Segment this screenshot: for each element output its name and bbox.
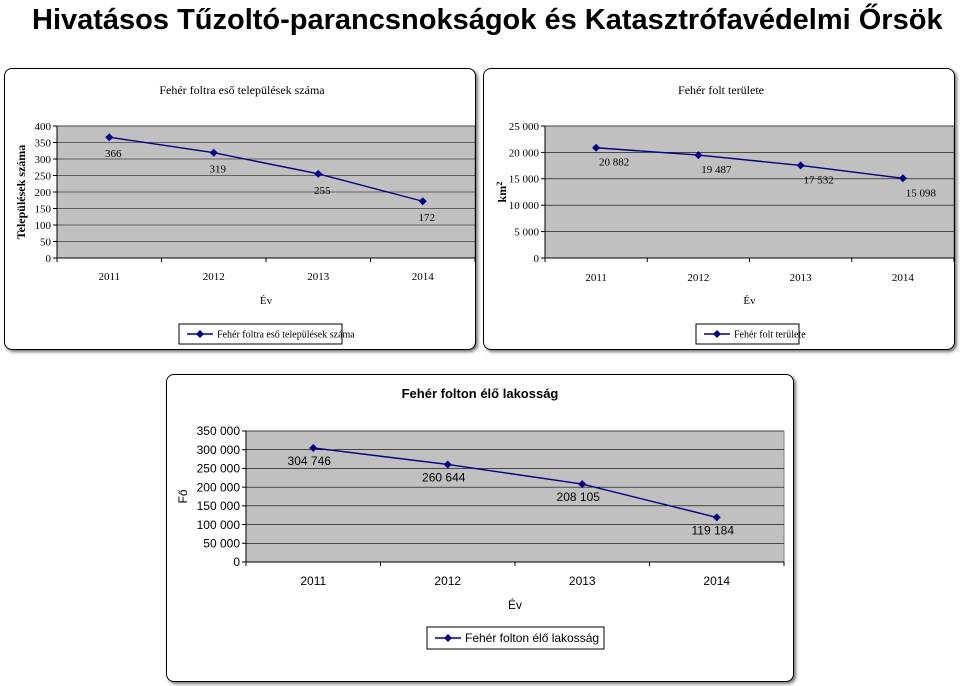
x-tick-label: 2014: [703, 574, 731, 588]
legend-label: Fehér foltra eső települések száma: [217, 329, 355, 341]
x-tick-label: 2012: [434, 574, 462, 588]
data-label: 15 098: [905, 187, 936, 200]
data-label: 172: [418, 212, 435, 225]
data-label: 255: [314, 184, 331, 197]
x-tick-label: 2011: [300, 574, 327, 588]
y-tick-label: 350: [34, 137, 51, 150]
y-tick-label: 25 000: [508, 120, 539, 133]
data-label: 319: [209, 163, 226, 176]
population-chart: [167, 375, 793, 681]
y-tick-label: 100: [34, 219, 51, 232]
y-tick-label: 250: [34, 170, 51, 183]
y-tick-label: 150 000: [196, 499, 240, 514]
y-tick-label: 50 000: [203, 536, 240, 551]
x-tick-label: 2011: [98, 271, 121, 283]
data-label: 304 746: [287, 453, 331, 468]
x-tick-label: 2014: [411, 271, 434, 283]
y-axis-title: Fő: [176, 489, 190, 504]
y-tick-label: 50: [40, 236, 51, 249]
y-tick-label: 300 000: [196, 442, 240, 457]
data-label: 119 184: [691, 523, 734, 538]
y-tick-label: 0: [45, 252, 51, 265]
chart-panel-area: [483, 68, 955, 350]
chart-panel-population: [166, 374, 794, 682]
chart-title: Fehér folt területe: [678, 83, 764, 97]
chart-title: Fehér foltra eső települések száma: [159, 83, 325, 97]
x-tick-label: 2013: [789, 272, 812, 284]
y-tick-label: 0: [233, 555, 240, 570]
y-tick-label: 10 000: [508, 200, 539, 213]
plot-area: [545, 126, 954, 258]
data-label: 20 882: [599, 156, 630, 169]
y-tick-label: 150: [34, 203, 51, 216]
y-axis-title: Települések száma: [14, 144, 28, 240]
y-tick-label: 400: [34, 120, 51, 133]
x-tick-label: 2013: [307, 271, 330, 283]
y-tick-label: 300: [34, 153, 51, 166]
y-tick-label: 250 000: [196, 461, 240, 476]
y-tick-label: 5 000: [514, 226, 539, 239]
data-label: 260 644: [422, 470, 466, 485]
data-label: 208 105: [556, 490, 600, 505]
x-tick-label: 2011: [585, 272, 607, 284]
settlements-chart: [5, 69, 475, 349]
y-tick-label: 350 000: [196, 424, 240, 439]
chart-title: Fehér folton élő lakosság: [401, 386, 559, 401]
y-tick-label: 200: [34, 186, 51, 199]
data-label: 17 532: [803, 174, 834, 187]
chart-panel-settlements: [4, 68, 476, 350]
x-tick-label: 2012: [202, 271, 225, 283]
y-tick-label: 20 000: [508, 147, 539, 160]
x-tick-label: 2013: [568, 574, 596, 588]
area-chart: [484, 69, 954, 349]
y-tick-label: 100 000: [196, 517, 240, 532]
legend-label: Fehér folton élő lakosság: [465, 631, 600, 646]
x-axis-title: Év: [507, 598, 523, 612]
page-title: Hivatásos Tűzoltó-parancsnokságok és Katasztrófavédelmi Őrsök: [32, 4, 943, 36]
y-tick-label: 200 000: [196, 480, 240, 495]
legend-label: Fehér folt területe: [734, 329, 806, 341]
data-label: 366: [105, 148, 122, 161]
plot-area: [246, 431, 784, 562]
data-label: 19 487: [701, 164, 732, 177]
x-axis-title: Év: [743, 295, 756, 307]
y-tick-label: 0: [533, 252, 539, 265]
y-axis-title: $km^2$: [494, 181, 509, 203]
x-tick-label: 2012: [687, 272, 710, 284]
x-tick-label: 2014: [891, 272, 914, 284]
y-tick-label: 15 000: [508, 173, 539, 186]
x-axis-title: Év: [259, 295, 273, 307]
